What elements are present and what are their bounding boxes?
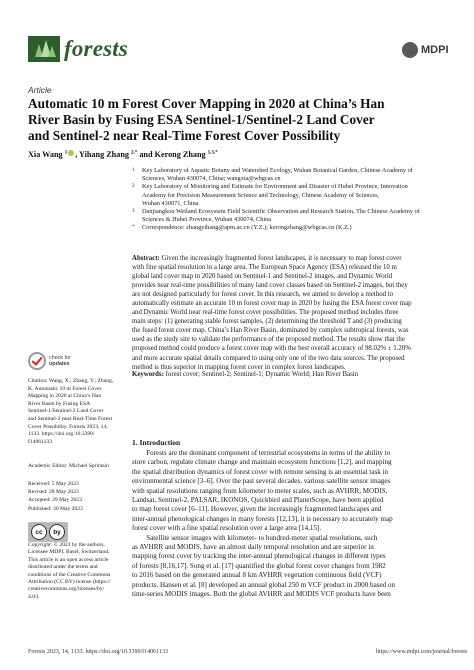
abstract-line: and more accurate spatial details compared to using only one of the two data sources. The proposed <box>132 354 405 362</box>
abstract-line <box>132 254 448 263</box>
license-text <box>28 542 124 601</box>
body-line: as AVHRR and MODIS, have an almost daily temporal resolution and are superior in <box>132 543 374 552</box>
title-line: and Sentinel-2 near Real-Time Forest Cover Possibility <box>28 128 341 143</box>
body-line: store carbon, regulate climate change and maintain ecosystem functions [1,2], and mapping <box>132 458 392 467</box>
citation-line: K. Automatic 10 m Forest Cover <box>28 385 102 392</box>
author-list: Xia Wang $^1$ , Yihang Zhang $^{2,*}$ and Kerong Zhang $^{1,3,*}$ <box>28 150 218 159</box>
citation <box>28 378 124 446</box>
author-name[interactable]: Xia Wang <box>28 150 63 159</box>
author-affil-sup: 2,* <box>131 150 138 156</box>
check-for-updates-button[interactable] <box>28 352 71 370</box>
license-line: conditions of the Creative Commons <box>28 571 111 578</box>
journal-name: forests <box>64 36 129 61</box>
keywords <box>132 371 358 378</box>
title-line: Automatic 10 m Forest Cover Mapping in 2020 at China’s Han <box>28 96 385 111</box>
abstract-line: are not designed particularly for forest cover. In this research, we aimed to develop a method to <box>132 291 394 299</box>
affiliation <box>132 208 452 224</box>
correspondence-line[interactable]: Correspondence: zhangyihang@apm.ac.cn (Y.Z.); kerongzhang@wbgcas.cn (K.Z.) <box>142 224 352 232</box>
correspondence <box>132 224 452 232</box>
body-line: inter-annual phenological changes in many forests [12,13], it is necessary to accurately map <box>132 514 393 523</box>
license-line: Copyright: © 2023 by the authors. <box>28 542 105 548</box>
body-line: Landsat, Sentinel-2, PALSAR, IKONOS, Quickbird and PlanetScope, have been applied <box>132 496 384 505</box>
abstract-line: automatically estimate an accurate 10 m forest cover map in 2020 by fusing the ESA forest cover map <box>132 300 412 308</box>
date-received: Received: 5 May 2023 <box>28 481 79 487</box>
affiliation-number: 2 <box>132 184 135 190</box>
abstract-label: Abstract: <box>132 255 160 262</box>
academic-editor: Academic Editor: Michael Sprintsin <box>28 463 109 469</box>
forests-logo-icon <box>28 36 60 62</box>
license-line: distributed under the terms and <box>28 564 98 571</box>
body-line: of forests [8,16,17]. Song et al. [17] quantified the global forest cover changes from 1982 <box>132 561 386 570</box>
check-updates-line: check for <box>49 355 71 361</box>
title-line: River Basin by Fusing ESA Sentinel-1/Sentinel-2 Land Cover <box>28 112 375 127</box>
date-accepted: Accepted: 29 May 2023 <box>28 497 82 504</box>
body-line: to map forest cover [6–11]. However, given the increasingly fragmented landscapes and <box>132 505 382 514</box>
affiliation-line: Academy for Precision Measurement Science and Technology, Chinese Academy of Sciences, <box>142 191 380 199</box>
affiliation-number: * <box>132 225 135 231</box>
publisher-logo[interactable] <box>402 42 449 58</box>
keywords-label: Keywords: <box>132 371 164 378</box>
affiliations <box>132 167 452 233</box>
citation-line: and Sentinel-2 near Real-Time Forest <box>28 415 112 422</box>
body-line: time-series MODIS images. Both the global AVHRR and MODIS VCF products have been <box>132 590 391 599</box>
section-heading: 1. Introduction <box>132 438 181 447</box>
abstract-first-line: Given the increasingly fragmented forest landscapes, it is necessary to map forest cover <box>159 255 402 262</box>
author-name[interactable]: Yihang Zhang <box>79 150 129 159</box>
body-line: Forests are the dominant component of terrestrial ecosystems in terms of the ability to <box>132 449 391 457</box>
body-line: mapping forest cover by tracking the inter-annual phenological changes in different types <box>132 552 386 561</box>
cc-icon: cc <box>31 524 47 540</box>
citation-line: River Basin by Fusing ESA <box>28 400 91 407</box>
date-published: Published: 30 May 2023 <box>28 505 83 512</box>
affiliation <box>132 183 452 208</box>
check-updates-line: updates <box>49 361 70 367</box>
affiliation-line: Key Laboratory of Monitoring and Estimate for Environment and Disaster of Hubei Province, Innovation <box>142 183 408 191</box>
cc-by-license-badge[interactable] <box>28 522 68 542</box>
mdpi-mark-icon <box>402 42 418 58</box>
footer-citation[interactable]: Forests 2023, 14, 1133. https://doi.org/10.3390/f14061133 <box>28 649 168 655</box>
abstract-line: proposed method could produce a forest cover map with the best overall accuracy of 98.02% ± 1.20% <box>132 345 411 353</box>
body-line: with spatial resolutions ranging from kilometer to meter scales, such as AVHRR, MODIS, <box>132 486 388 495</box>
affiliation-number: 1 <box>132 168 135 173</box>
affiliation-number: 3 <box>132 209 135 215</box>
body-line: products. Hansen et al. [8] developed an annual global 250 m VCF product in 2000 based on <box>132 580 396 589</box>
citation-doi-link[interactable]: 1133. https://doi.org/10.3390/ <box>28 431 95 438</box>
date-revised: Revised: 28 May 2023 <box>28 489 79 496</box>
license-link[interactable]: 4.0/). <box>28 593 40 600</box>
abstract-line: main steps: (1) generating stable forest samples, (2) determining the threshold T and (3) producing <box>132 318 402 326</box>
license-line: Attribution (CC BY) license (https:// <box>28 579 111 586</box>
abstract-line: method is thus superior in mapping forest cover in complex forest landscapes. <box>132 363 346 371</box>
author-affil-sup: 1,3,* <box>207 150 218 156</box>
affiliation-line: Danjiangkou Wetland Ecosystem Field Scientific Observation and Research Station, The Chinese Academy of <box>142 208 420 216</box>
affiliation-line: Wuhan 430071, China <box>142 199 199 207</box>
footer-journal-link[interactable]: https://www.mdpi.com/journal/forests <box>376 649 468 655</box>
body-line: the spatial distribution dynamics of forest cover with remote sensing is an essential task in <box>132 467 389 476</box>
abstract <box>132 254 448 372</box>
abstract-line: global land cover map in 2020 based on Sentinel-1 and Sentinel-2 images, and Dynamic World <box>132 273 393 281</box>
abstract-line: provides near real-time possibilities of many land cover classes based on Sentinel-2 images, but they <box>132 282 408 290</box>
body-line: to 2016 based on the generated annual 8 km AVHRR vegetation continuous field (VCF) <box>132 571 382 580</box>
cc-badge-wrap <box>28 522 68 542</box>
citation-line: Citation: Wang, X.; Zhang, Y.; Zhang, <box>28 378 114 384</box>
license-link[interactable]: creativecommons.org/licenses/by/ <box>28 586 105 593</box>
body-line: environmental science [3–6]. Over the past several decades, various satellite sensor images <box>132 477 391 486</box>
license-line: Licensee MDPI, Basel, Switzerland. <box>28 549 110 556</box>
affiliation-line: Sciences & Hubei Province, Wuhan 430074, China <box>142 216 272 224</box>
check-updates-icon <box>28 352 46 370</box>
abstract-line: the fused forest cover map. China’s Han River Basin, dominated by complex subtropical forests, was <box>132 327 409 335</box>
author-affil-sup: 1 <box>64 150 68 156</box>
citation-doi-link[interactable]: f14061133 <box>28 438 53 445</box>
keywords-text: forest cover; Sentinel-2; Sentinel-1; Dynamic World; Han River Basin <box>163 371 359 378</box>
citation-line: Mapping in 2020 at China’s Han <box>28 393 102 400</box>
abstract-line: with fine spatial resolution in a large area. The European Space Agency (ESA) released the 10 m <box>132 264 397 272</box>
article-title <box>28 96 448 144</box>
check-updates-label <box>49 355 71 367</box>
citation-line: Cover Possibility. Forests 2023, 14, <box>28 423 108 430</box>
body-line: forest cover with a fine spatial resolution over a large area [14,15]. <box>132 524 322 533</box>
affiliation <box>132 167 452 183</box>
author-name[interactable]: and Kerong Zhang <box>139 150 206 159</box>
affiliation-line: Sciences, Wuhan 430074, China; wangxia@wbgcas.cn <box>142 175 281 183</box>
publisher-name: MDPI <box>421 44 449 56</box>
introduction-body <box>132 449 452 600</box>
body-line: Satellite sensor images with kilometer- to hundred-meter spatial resolutions, such <box>132 533 378 542</box>
license-line: This article is an open access article <box>28 556 109 563</box>
abstract-line: and Dynamic World near real-time forest cover possibilities. The proposed method includes three <box>132 309 399 317</box>
citation-line: Sentinel-1/Sentinel-2 Land Cover <box>28 408 104 415</box>
article-type: Article <box>28 85 52 95</box>
affiliation-line: Key Laboratory of Aquatic Botany and Watershed Ecology, Wuhan Botanical Garden, Chinese Academy of <box>142 167 413 174</box>
by-icon: by <box>49 524 65 540</box>
abstract-line: used as the study site to validate the performance of the proposed method. The results show that the <box>132 336 405 344</box>
orcid-icon[interactable] <box>68 150 74 156</box>
publication-dates <box>28 480 83 513</box>
